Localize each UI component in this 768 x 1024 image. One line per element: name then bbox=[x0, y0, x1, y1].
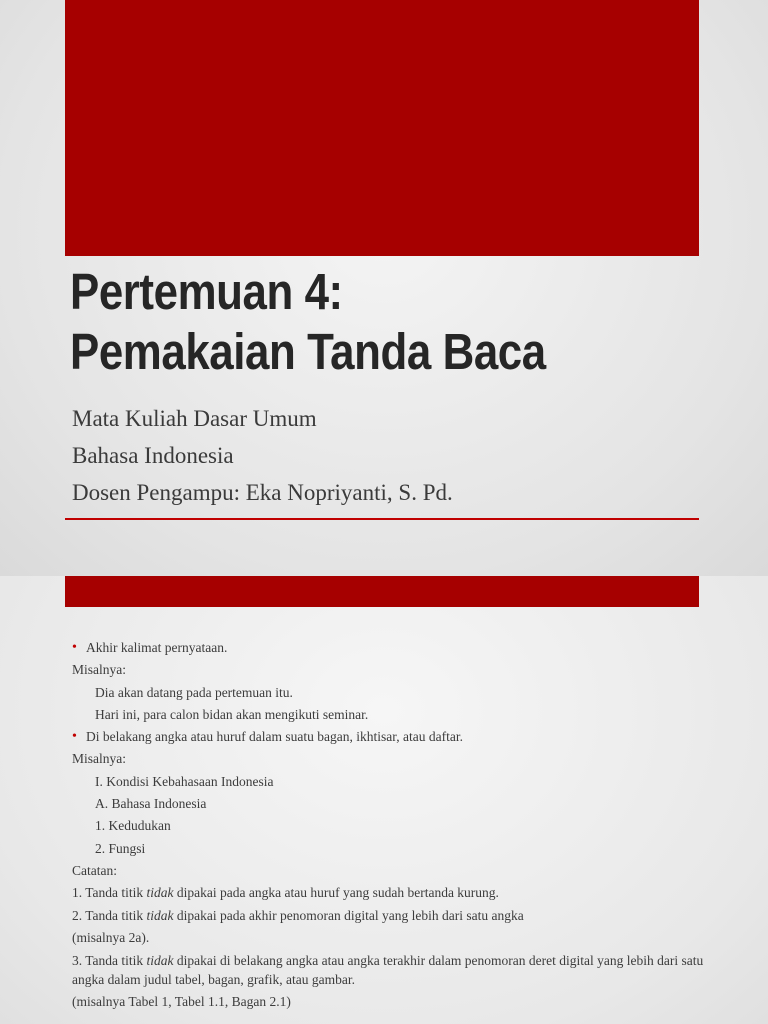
note-emphasis: tidak bbox=[146, 907, 174, 923]
bullet-text: Akhir kalimat pernyataan. bbox=[86, 640, 228, 655]
subtitle-course: Mata Kuliah Dasar Umum bbox=[72, 406, 317, 431]
list-item: 2. Fungsi bbox=[95, 840, 146, 856]
note-2 bbox=[72, 905, 712, 927]
subtitle-subject: Bahasa Indonesia bbox=[72, 443, 234, 468]
note-3-continued: (misalnya Tabel 1, Tabel 1.1, Bagan 2.1) bbox=[72, 994, 291, 1010]
title-line-2: Pemakaian Tanda Baca bbox=[70, 323, 546, 380]
example-label: Misalnya: bbox=[72, 662, 126, 678]
note-2-continued: (misalnya 2a). bbox=[72, 929, 150, 945]
list-item: 1. Kedudukan bbox=[95, 818, 171, 834]
title-line-1: Pertemuan 4: bbox=[70, 263, 343, 320]
bullet-icon: • bbox=[72, 640, 77, 655]
slide-content bbox=[72, 637, 712, 1013]
note-text: dipakai di belakang angka atau angka terakhir dalam penomoran deret digital yang lebih dari satu angka dalam judul tabel, bagan, grafik, atau gambar. bbox=[72, 953, 704, 988]
note-emphasis: tidak bbox=[146, 885, 174, 901]
subtitle-lecturer: Dosen Pengampu: Eka Nopriyanti, S. Pd. bbox=[72, 480, 453, 505]
note-text: 3. Tanda titik bbox=[72, 953, 147, 969]
example-line: Hari ini, para calon bidan akan mengikuti seminar. bbox=[95, 706, 369, 722]
bullet-text: Di belakang angka atau huruf dalam suatu bagan, ikhtisar, atau daftar. bbox=[86, 729, 463, 745]
note-heading: Catatan: bbox=[72, 862, 117, 878]
slide-title bbox=[70, 262, 546, 382]
example-label: Misalnya: bbox=[72, 751, 126, 767]
note-1 bbox=[72, 882, 712, 904]
slide-subtitle bbox=[72, 400, 453, 511]
bullet-item-2 bbox=[72, 726, 712, 748]
red-header-band bbox=[65, 576, 699, 607]
list-item: A. Bahasa Indonesia bbox=[95, 796, 207, 812]
note-emphasis: tidak bbox=[146, 953, 174, 969]
note-text: dipakai pada akhir penomoran digital yang lebih dari satu angka bbox=[173, 907, 524, 923]
note-3 bbox=[72, 949, 712, 991]
note-text: 2. Tanda titik bbox=[72, 907, 147, 923]
note-text: 1. Tanda titik bbox=[72, 885, 147, 901]
example-line: Dia akan datang pada pertemuan itu. bbox=[95, 684, 293, 700]
list-item: I. Kondisi Kebahasaan Indonesia bbox=[95, 773, 274, 789]
red-header-block bbox=[65, 0, 699, 256]
red-divider-line bbox=[65, 518, 699, 520]
bullet-icon: • bbox=[72, 729, 77, 745]
bullet-item-1 bbox=[72, 637, 712, 659]
note-text: dipakai pada angka atau huruf yang sudah bertanda kurung. bbox=[173, 885, 499, 901]
